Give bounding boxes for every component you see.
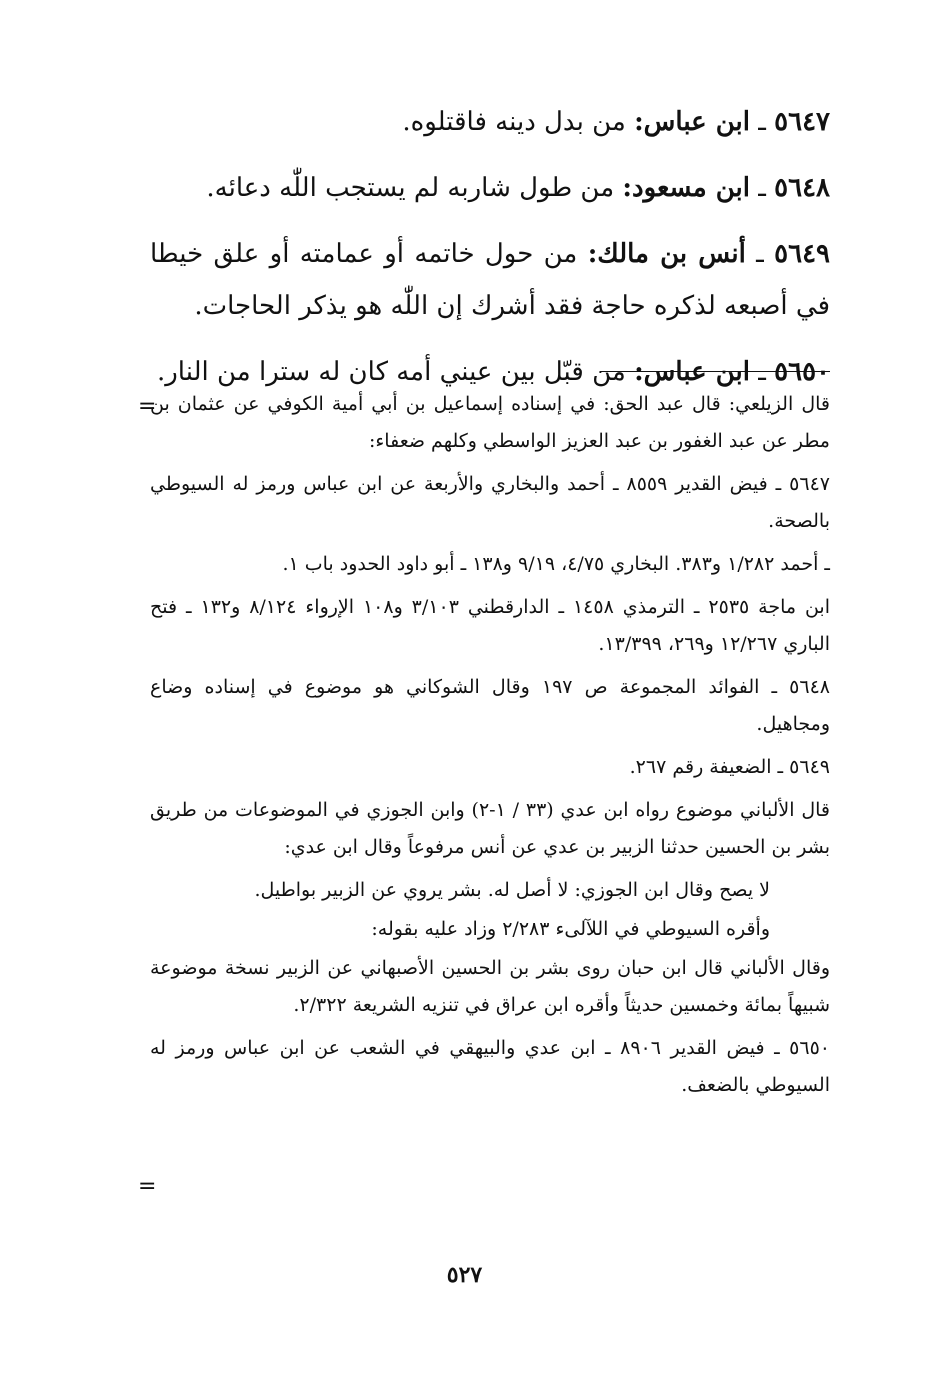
hadith-entry: ٥٦٤٨ ـ ابن مسعود: من طول شاربه لم يستجب اللّٰه دعائه. [206,173,830,203]
continuation-mark: = [138,1174,157,1199]
hadith-narrator: ابن عباس: [634,357,750,387]
hadith-number: ٥٦٤٨ [774,173,830,203]
hadith-list [150,96,830,412]
hadith-narrator: ابن عباس: [634,107,750,137]
footnote-quote: لا يصح وقال ابن الجوزي: لا أصل له. بشر يروي عن الزبير بواطيل. [254,879,770,901]
hadith-entry: ٥٦٤٩ ـ أنس بن مالك: من حول خاتمه أو عمامته أو علق خيطا في أصبعه لذكره حاجة فقد أشرك إن اللّٰه هو يذكر الحاجات. [150,239,830,321]
hadith-text: من بدل دينه فاقتلوه. [402,107,626,137]
footnote-paragraph: ٥٦٤٨ ـ الفوائد المجموعة ص ١٩٧ وقال الشوكاني هو موضوع في إسناده وضاع ومجاهيل. [150,676,830,735]
hadith-text: من طول شاربه لم يستجب اللّٰه دعائه. [206,173,615,203]
footnote-paragraph: قال الزيلعي: قال عبد الحق: في إسناده إسماعيل بن أبي أمية الكوفي عن عثمان بن مطر عن عبد الغفور بن عبد العزيز الواسطي وكلهم ضعفاء: [150,393,830,452]
hadith-number: ٥٦٤٧ [774,107,830,137]
hadith-entry: ٥٦٥٠ ـ ابن عباس: من قبّل بين عيني أمه كان له سترا من النار. [156,357,830,387]
footnote-quote: وأقره السيوطي في اللآلىء ٢/٢٨٣ وزاد عليه بقوله: [371,918,770,940]
footnote-paragraph: ٥٦٥٠ ـ فيض القدير ٨٩٠٦ ـ ابن عدي والبيهقي في الشعب عن ابن عباس ورمز له السيوطي بالضعف. [150,1037,830,1096]
footnote-paragraph: وقال الألباني قال ابن حبان روى بشر بن الحسين الأصبهاني عن الزبير نسخة موضوعة شبيهاً بمائة وخمسين حديثاً وأقره ابن عراق في تنزيه الشريعة ٢/٣٢٢. [150,957,830,1016]
footnote-separator [600,371,830,372]
footnote-paragraph: ابن ماجة ٢٥٣٥ ـ الترمذي ١٤٥٨ ـ الدارقطني ٣/١٠٣ و١٠٨ الإرواء ٨/١٢٤ و١٣٢ ـ فتح الباري ١٢/٢٦٧ و٢٦٩، ١٣/٣٩٩. [150,596,830,655]
hadith-narrator: أنس بن مالك: [587,239,746,269]
footnote-paragraph: ٥٦٤٩ ـ الضعيفة رقم ٢٦٧. [629,756,830,778]
hadith-entry: ٥٦٤٧ ـ ابن عباس: من بدل دينه فاقتلوه. [402,107,830,137]
footnote-paragraph: ٥٦٤٧ ـ فيض القدير ٨٥٥٩ ـ أحمد والبخاري والأربعة عن ابن عباس ورمز له السيوطي بالصحة. [150,473,830,532]
hadith-text: من حول خاتمه أو عمامته أو علق خيطا في أصبعه لذكره حاجة فقد أشرك إن اللّٰه هو يذكر الحاجات. [150,239,830,321]
footnotes [150,386,830,1110]
hadith-text: من قبّل بين عيني أمه كان له سترا من النار. [156,357,626,387]
footnote-paragraph: قال الألباني موضوع رواه ابن عدي (٣٣ / ١-٢) وابن الجوزي في الموضوعات من طريق بشر بن الحسين حدثنا الزبير بن عدي عن أنس مرفوعاً وقال ابن عدي: [150,799,831,858]
hadith-narrator: ابن مسعود: [622,173,750,203]
hadith-number: ٥٦٤٩ [774,239,830,269]
continuation-mark: = [138,394,157,419]
hadith-number: ٥٦٥٠ [774,357,830,387]
page-number: ٥٢٧ [446,1262,483,1288]
footnote-paragraph: ـ أحمد ١/٢٨٢ و٣٨٣. البخاري ٤/٧٥، ٩/١٩ و١٣٨ ـ أبو داود الحدود باب ١. [282,553,830,575]
